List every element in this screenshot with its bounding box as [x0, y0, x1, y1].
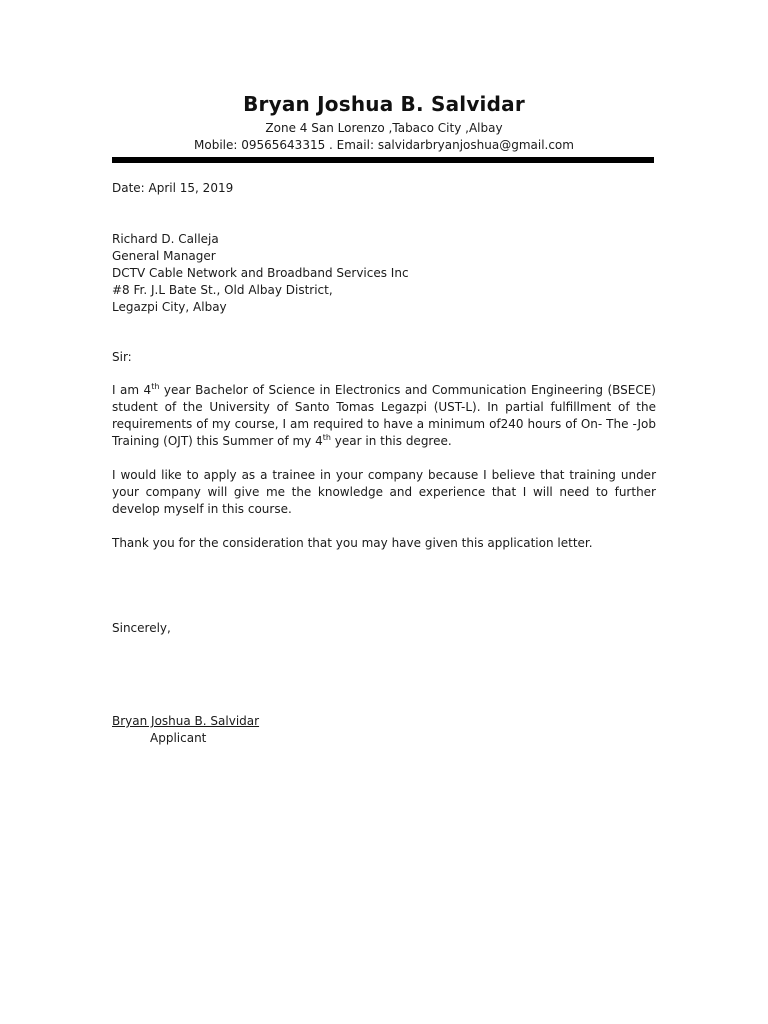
- p1-part-a: I am 4: [112, 383, 152, 397]
- body-paragraph-2: I would like to apply as a trainee in your company because I believe that training under your company will give me the knowledge and experience that I will need to further develop myself in this course.: [112, 468, 656, 516]
- recipient-company: DCTV Cable Network and Broadband Services Inc: [112, 266, 409, 280]
- signature-name: Bryan Joshua B. Salvidar: [112, 714, 260, 728]
- p1-superscript-1: th: [151, 382, 160, 391]
- sender-name: Bryan Joshua B. Salvidar: [243, 92, 525, 116]
- p1-superscript-2: th: [322, 433, 331, 442]
- body-paragraph-1: [112, 382, 656, 450]
- recipient-name: Richard D. Calleja: [112, 232, 219, 246]
- recipient-street: #8 Fr. J.L Bate St., Old Albay District,: [112, 283, 333, 297]
- p1-part-b: year Bachelor of Science in Electronics and Communication Engineering (BSECE) student of the University of Santo Tomas Legazpi (UST-L). In partial fulfillment of the requirements of my course, I am required to have a minimum of240 hours of On- The -Job Training (OJT) this Summer of my 4: [112, 383, 656, 448]
- recipient-title: General Manager: [112, 249, 216, 263]
- signature-title: Applicant: [150, 731, 207, 745]
- salutation: Sir:: [112, 350, 132, 364]
- recipient-city: Legazpi City, Albay: [112, 300, 227, 314]
- header-divider: [112, 157, 654, 163]
- body-paragraph-3: Thank you for the consideration that you may have given this application letter.: [112, 536, 593, 550]
- letter-date: Date: April 15, 2019: [112, 181, 234, 195]
- sender-contact: Mobile: 09565643315 . Email: salvidarbryanjoshua@gmail.com: [194, 138, 574, 152]
- closing: Sincerely,: [112, 621, 171, 635]
- sender-address: Zone 4 San Lorenzo ,Tabaco City ,Albay: [265, 121, 503, 135]
- p1-part-c: year in this degree.: [330, 434, 452, 448]
